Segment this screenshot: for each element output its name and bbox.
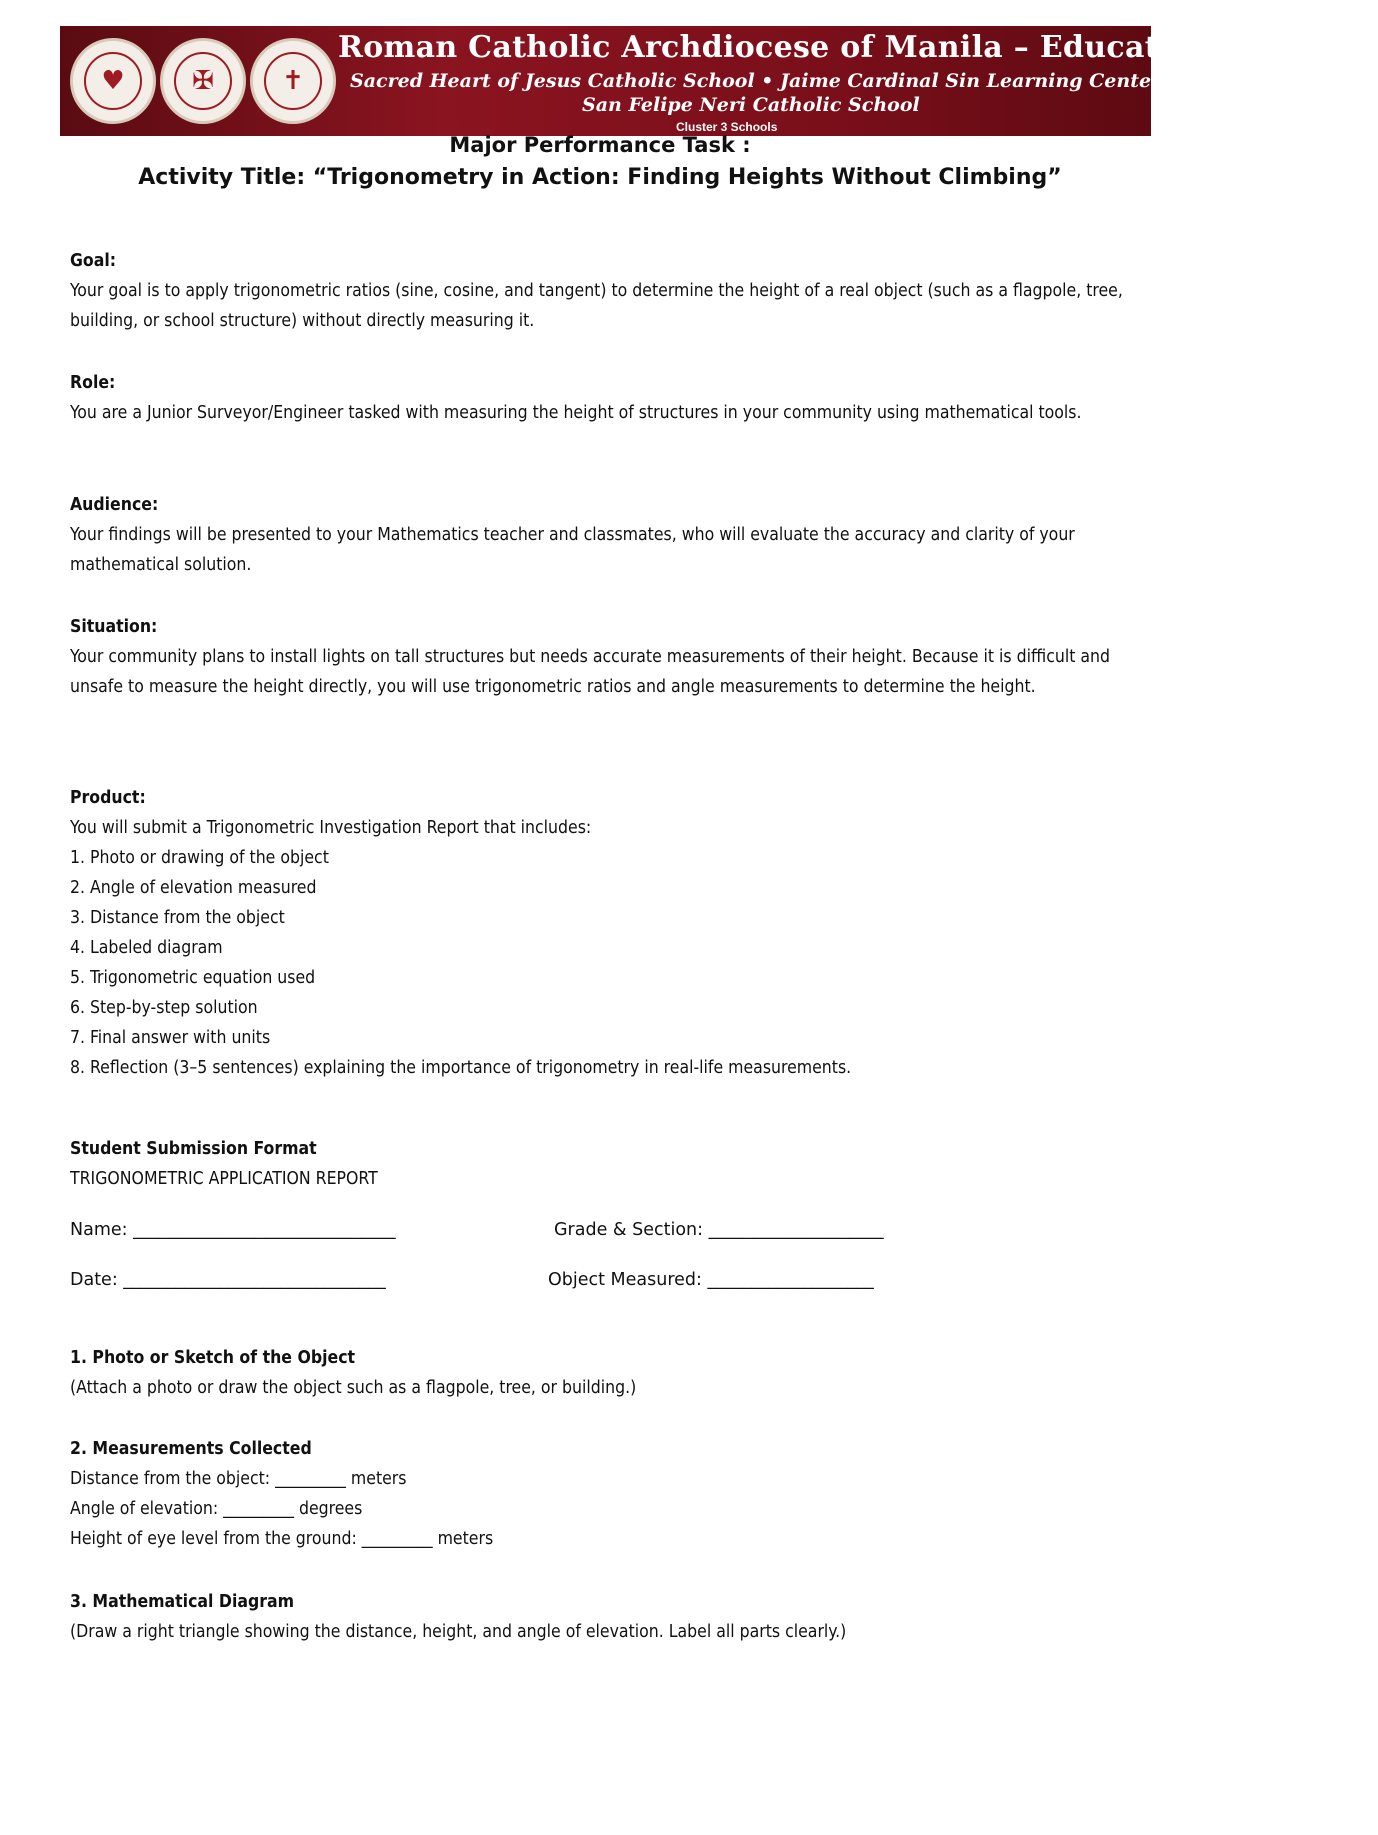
list-item: 3. Distance from the object — [70, 908, 285, 928]
role-section — [70, 368, 1130, 428]
diagram-text: (Draw a right triangle showing the distance, height, and angle of elevation. Label all parts clearly.) — [70, 1622, 847, 1642]
photo-sketch-section — [70, 1343, 1130, 1403]
grade-section-field[interactable]: Grade & Section: ____________________ — [554, 1220, 884, 1240]
list-item: 4. Labeled diagram — [70, 938, 223, 958]
role-label: Role: — [70, 373, 116, 393]
product-label: Product: — [70, 788, 146, 808]
audience-section — [70, 490, 1130, 580]
measurements-label: 2. Measurements Collected — [70, 1439, 312, 1459]
crest-icon: ✠ — [192, 66, 214, 96]
activity-title: Activity Title: “Trigonometry in Action: Finding Heights Without Climbing” — [138, 165, 1062, 190]
list-item: 2. Angle of elevation measured — [70, 878, 317, 898]
banner-cluster: Cluster 3 Schools — [676, 120, 778, 134]
cross-icon: ✝ — [282, 66, 304, 96]
diagram-section — [70, 1587, 1130, 1647]
list-item: 8. Reflection (3–5 sentences) explaining the importance of trigonometry in real-life measurements. — [70, 1058, 852, 1078]
banner-schools-line2: San Felipe Neri Catholic School — [582, 94, 920, 116]
heart-icon: ♥ — [101, 66, 125, 96]
measurements-section — [70, 1434, 1130, 1554]
list-item: 7. Final answer with units — [70, 1028, 271, 1048]
situation-section — [70, 612, 1130, 702]
situation-label: Situation: — [70, 617, 158, 637]
list-item: 6. Step-by-step solution — [70, 998, 258, 1018]
photo-sketch-text: (Attach a photo or draw the object such as a flagpole, tree, or building.) — [70, 1378, 637, 1398]
school-seal-logo-2 — [250, 38, 336, 124]
product-section — [70, 783, 1130, 1083]
goal-text: Your goal is to apply trigonometric ratios (sine, cosine, and tangent) to determine the height of a real object (such as a flagpole, tree, building, or school structure) without directly measuring it. — [70, 281, 1123, 331]
date-field[interactable]: Date: ______________________________ — [70, 1270, 386, 1290]
banner-schools-line1: Sacred Heart of Jesus Catholic School • Jaime Cardinal Sin Learning Center — [350, 70, 1162, 92]
role-text: You are a Junior Surveyor/Engineer tasked with measuring the height of structures in your community using mathematical tools. — [70, 403, 1082, 423]
product-intro: You will submit a Trigonometric Investigation Report that includes: — [70, 818, 592, 838]
goal-label: Goal: — [70, 251, 117, 271]
archdiocese-seal-logo — [160, 38, 246, 124]
name-field[interactable]: Name: ______________________________ — [70, 1220, 396, 1240]
submission-label: Student Submission Format — [70, 1139, 317, 1159]
banner-title: Roman Catholic Archdiocese of Manila – Educational System — [338, 30, 1378, 65]
audience-text: Your findings will be presented to your Mathematics teacher and classmates, who will evaluate the accuracy and clarity of your mathematical solution. — [70, 525, 1075, 575]
distance-field[interactable]: Distance from the object: _________ meters — [70, 1469, 407, 1489]
audience-label: Audience: — [70, 495, 159, 515]
school-banner — [60, 26, 1378, 136]
situation-text: Your community plans to install lights on tall structures but needs accurate measurements of their height. Because it is difficult and unsafe to measure the height directly, you will use trigonometric ratios and angle measurements to determine the height. — [70, 647, 1111, 697]
submission-section — [70, 1134, 1130, 1194]
goal-section — [70, 246, 1130, 336]
task-heading: Major Performance Task : — [449, 133, 751, 157]
list-item: 5. Trigonometric equation used — [70, 968, 316, 988]
school-seal-logo — [70, 38, 156, 124]
eye-level-field[interactable]: Height of eye level from the ground: _________ meters — [70, 1529, 494, 1549]
product-list — [70, 843, 1130, 1083]
diagram-label: 3. Mathematical Diagram — [70, 1592, 295, 1612]
photo-sketch-label: 1. Photo or Sketch of the Object — [70, 1348, 356, 1368]
angle-field[interactable]: Angle of elevation: _________ degrees — [70, 1499, 363, 1519]
object-measured-field[interactable]: Object Measured: ___________________ — [548, 1270, 874, 1290]
report-title: TRIGONOMETRIC APPLICATION REPORT — [70, 1169, 378, 1189]
list-item: 1. Photo or drawing of the object — [70, 848, 329, 868]
